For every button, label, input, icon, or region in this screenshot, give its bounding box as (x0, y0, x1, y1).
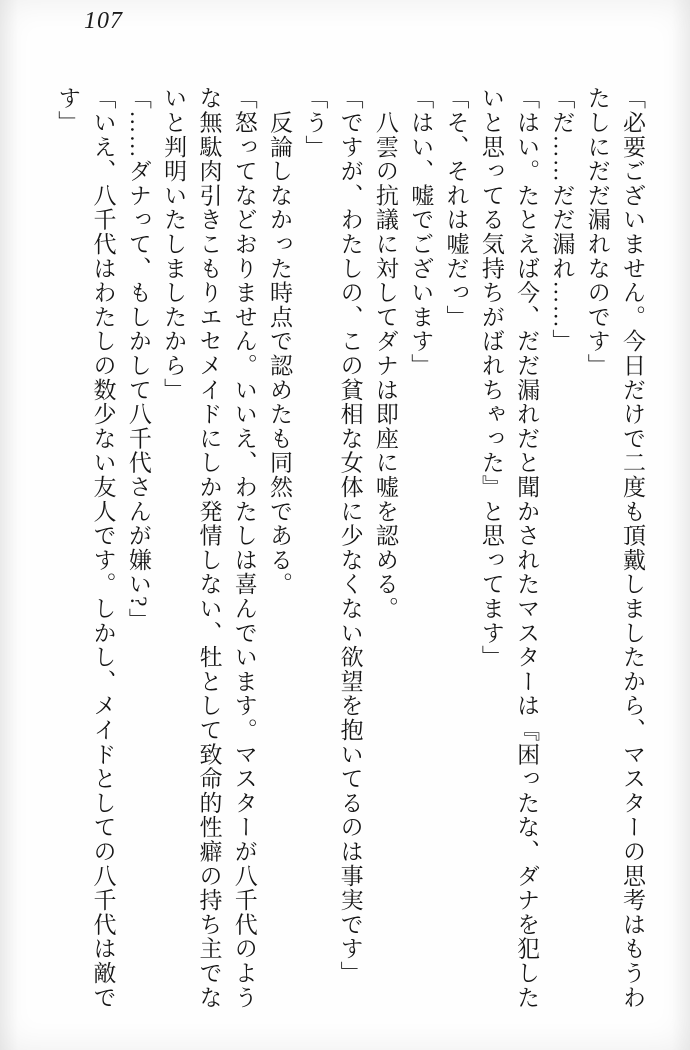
page-number: 107 (84, 8, 123, 34)
text-line: いと判明いたしましたから」 (161, 86, 187, 402)
text-line: す」 (55, 86, 81, 135)
text-line: 「いえ、八千代はわたしの数少ない友人です。しかし、メイドとしての八千代は敵で (90, 86, 116, 1010)
text-line: 「そ、それは嘘だっ」 (443, 86, 469, 329)
text-line: 「怒ってなどおりません。いいえ、わたしは喜んでいます。マスターが八千代のよう (231, 86, 257, 1010)
text-line: 八雲の抗議に対してダナは即座に嘘を認める。 (372, 86, 398, 621)
text-line: いと思ってる気持ちがばれちゃった』と思ってます」 (478, 86, 504, 670)
text-line: 「はい、嘘でございます」 (408, 86, 434, 378)
text-line: 反論しなかった時点で認めたも同然である。 (267, 86, 293, 597)
text-line: 「だ……だだ漏れ……」 (549, 86, 575, 354)
novel-text-block (50, 86, 650, 1038)
text-line: な無駄肉引きこもりエセメイドにしか発情しない、牡として致命的性癖の持ち主でな (196, 86, 222, 1010)
text-line: たしにだだ漏れなのです」 (584, 86, 610, 378)
text-line: 「……ダナって、もしかして八千代さんが嫌い?」 (125, 86, 151, 633)
text-line: 「必要ございません。今日だけで二度も頂戴しましたから、マスターの思考はもうわ (620, 86, 645, 1010)
text-line: 「ですが、わたしの、この貧相な女体に少なくない欲望を抱いてるのは事実です」 (337, 86, 363, 986)
text-line: 「はい。たとえば今、だだ漏れだと聞かされたマスターは『困ったな、ダナを犯した (514, 86, 540, 1010)
text-line: 「う」 (302, 86, 328, 159)
